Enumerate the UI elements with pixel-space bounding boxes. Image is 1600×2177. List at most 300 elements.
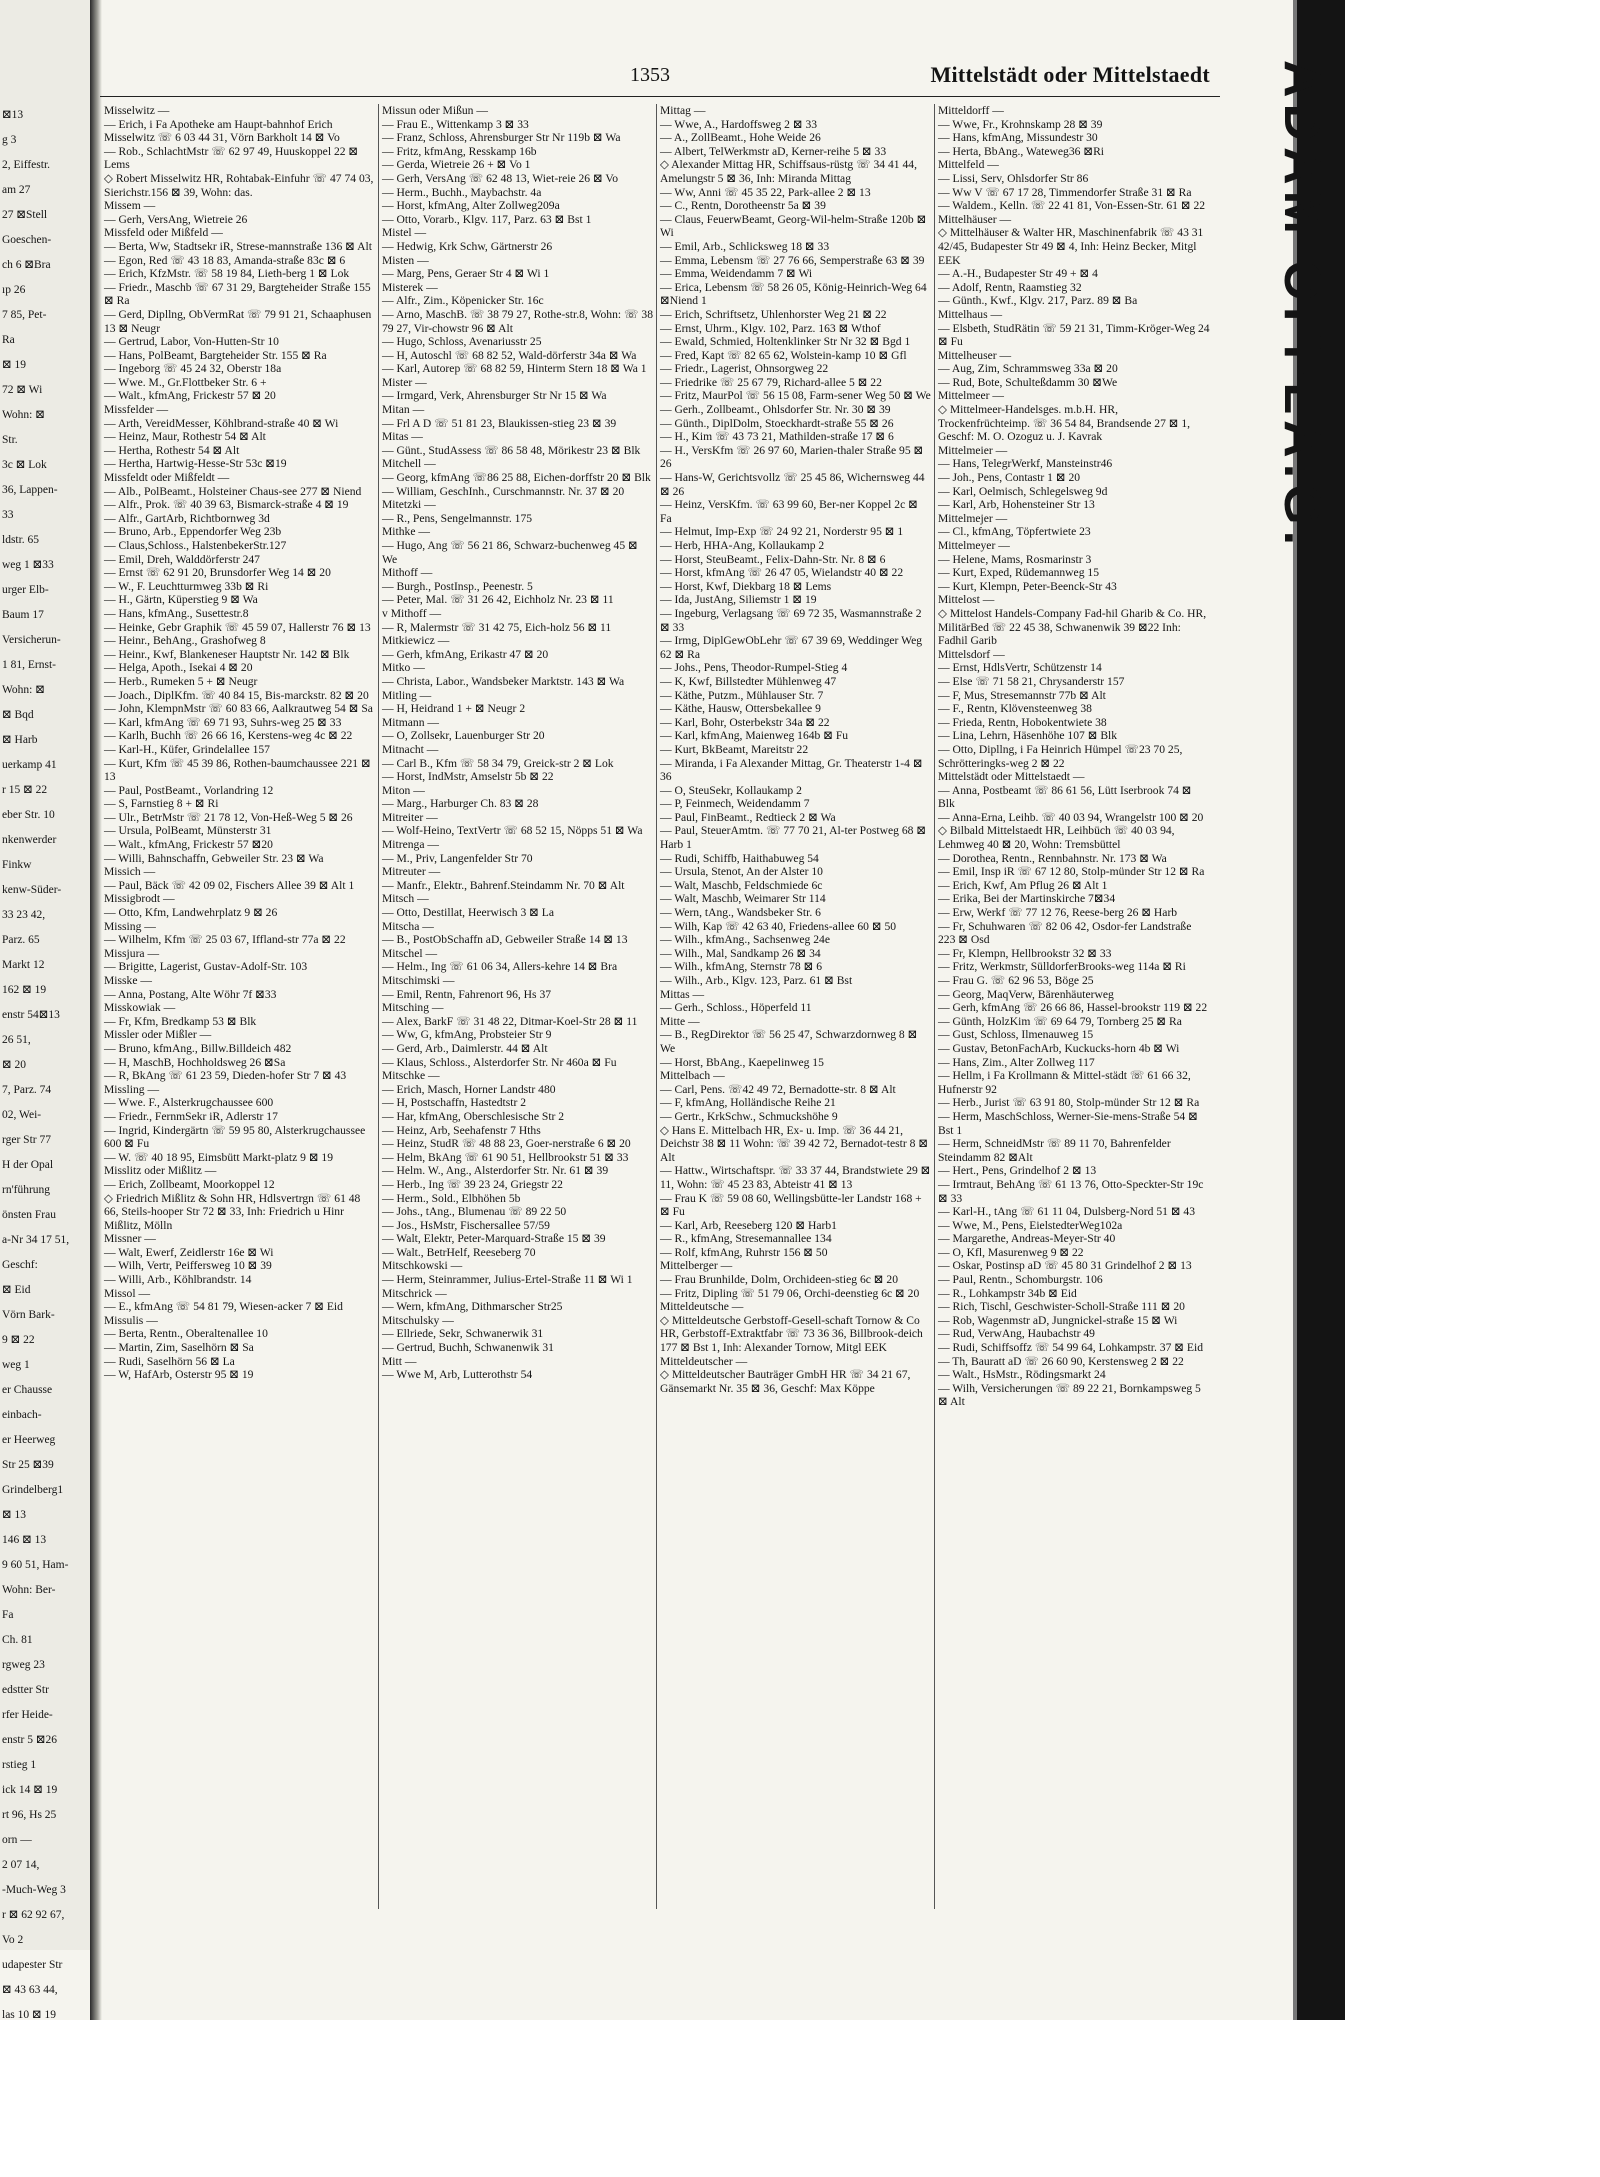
surname-heading: Mitetzki — [382,498,436,512]
facing-page-text: am 27 [2,184,31,196]
surname-heading: Mitkiewicz — [382,634,450,648]
directory-entry: — Frau Brunhilde, Dolm, Orchideen-stieg 6c ⊠ 20 [660,1273,899,1287]
column-divider [656,104,657,1909]
directory-entry: — Adolf, Rentn, Raamstieg 32 [938,280,1082,294]
directory-entry: — Emma, Lebensm ☏ 27 76 66, Semperstraße 63 ⊠ 39 [660,253,925,267]
directory-entry: — Friedr., FernmSekr iR, Adlerstr 17 [104,1109,278,1123]
header-rule [100,96,1220,97]
facing-page-text: rn'führung [2,1184,51,1196]
surname-heading: Misselwitz — [104,104,170,117]
facing-page-text: 162 ⊠ 19 [2,984,47,996]
directory-entry: — Irmtraut, BehAng ☏ 61 13 76, Otto-Speckter-Str 19c ⊠ 33 [938,1177,1204,1205]
directory-entry: — Erich, Zollbeamt, Moorkoppel 12 [104,1177,275,1191]
directory-entry: — Helm, BkAng ☏ 61 90 51, Hellbrookstr 51 ⊠ 33 [382,1150,629,1164]
directory-entry: — Wilhelm, Kfm ☏ 25 03 67, Iffland-str 77a ⊠ 22 [104,933,346,947]
directory-entry: — Oskar, Postinsp aD ☏ 45 80 31 Grindelhof 2 ⊠ 13 [938,1259,1192,1273]
directory-entry: — William, GeschInh., Curschmannstr. Nr. 37 ⊠ 20 [382,484,625,498]
directory-entry: — Irmgard, Verk, Ahrensburger Str Nr 15 ⊠ Wa [382,389,607,403]
surname-heading: Mitteldeutscher — [660,1354,748,1368]
directory-entry: — Har, kfmAng, Oberschlesische Str 2 [382,1109,565,1123]
directory-entry: — Paul, SteuerAmtm. ☏ 77 70 21, Al-ter Postweg 68 ⊠ Harb 1 [660,824,927,852]
directory-entry: — Fr, Schuhwaren ☏ 82 06 42, Osdor-fer Landstraße 223 ⊠ Osd [938,919,1192,947]
directory-entry: — B., RegDirektor ☏ 56 25 47, Schwarzdornweg 8 ⊠ We [660,1028,918,1055]
surname-heading: Mister — [382,375,427,389]
directory-entry: — Otto, Dipllng, i Fa Heinrich Hümpel ☏23 70 25, Schrötteringks-weg 2 ⊠ 22 [938,742,1183,770]
directory-entry: — Gerh, VersAng ☏ 62 48 13, Wiet-reie 26 ⊠ Vo [382,171,619,185]
facing-page-text: Baum 17 [2,609,44,621]
directory-entry: — Karl-H., tAng ☏ 61 11 04, Dulsberg-Nord 51 ⊠ 43 [938,1205,1196,1219]
directory-entry: — Rud, Bote, Schulteßdamm 30 ⊠We [938,375,1118,389]
directory-entry: — Ellriede, Sekr, Schwanerwik 31 [382,1327,544,1341]
directory-entry: — Hans, PolBeamt, Bargteheider Str. 155 ⊠ Ra [104,348,327,362]
directory-entry: — Hans-W, Gerichtsvollz ☏ 25 45 86, Wichernsweg 44 ⊠ 26 [660,471,925,498]
directory-entry: — Wilh, Versicherungen ☏ 89 22 21, Bornkampsweg 5 ⊠ Alt [938,1381,1201,1409]
directory-entry: — Herb., Jurist ☏ 63 91 80, Stolp-münder Str 12 ⊠ Ra [938,1096,1200,1110]
directory-entry: — Bruno, kfmAng., Billw.Billdeich 482 [104,1041,292,1055]
directory-entry: — Brigitte, Lagerist, Gustav-Adolf-Str. 103 [104,960,308,974]
directory-entry: — Willi, Arb., Köhlbrandstr. 14 [104,1273,252,1287]
facing-page-text: urger Elb- [2,584,49,596]
facing-page-text: rgweg 23 [2,1659,45,1671]
directory-entry: ◇ Bilbald Mittelstaedt HR, Leihbüch ☏ 40 03 94, Lehmweg 40 ⊠ 20, Wohn: Tremsbüttel [938,824,1175,852]
facing-page-text: 27 ⊠Stell [2,209,48,221]
directory-entry: — Ernst, Uhrm., Klgv. 102, Parz. 163 ⊠ Wthof [660,321,881,335]
directory-entry: — Wern, kfmAng, Dithmarscher Str25 [382,1300,563,1314]
facing-page-text: 72 ⊠ Wi [2,384,43,396]
surname-heading: Mitschrick — [382,1286,447,1300]
directory-entry: — Walt, Elektr, Peter-Marquard-Straße 15 ⊠ 39 [382,1232,606,1246]
facing-page-text: Wohn: ⊠ [2,409,45,421]
directory-entry: — Karl, Arb, Hohensteiner Str 13 [938,498,1095,512]
directory-entry: — Ernst, HdlsVertr, Schützenstr 14 [938,661,1102,675]
directory-entry: — Johs., tAng., Blumenau ☏ 89 22 50 [382,1205,567,1219]
directory-entry: — Ida, JustAng, Siliemstr 1 ⊠ 19 [660,593,817,607]
directory-entry: — Franz, Schloss, Ahrensburger Str Nr 119b ⊠ Wa [382,131,621,145]
surname-heading: Missich — [104,865,156,879]
directory-entry: — Lina, Lehrn, Häsenhöhe 107 ⊠ Blk [938,729,1118,743]
directory-entry: — Anna-Erna, Leihb. ☏ 40 03 94, Wrangelstr 100 ⊠ 20 [938,810,1204,824]
directory-entry: — Hert., Pens, Grindelhof 2 ⊠ 13 [938,1164,1097,1178]
directory-entry: — Cl., kfmAng, Töpfertwiete 23 [938,525,1091,539]
surname-heading: Mithoff — [382,566,433,580]
facing-page-text: g 3 [2,134,17,146]
directory-entry: — Erich, Masch, Horner Landstr 480 [382,1082,556,1096]
surname-heading: Missjura — [104,946,160,960]
directory-entry: — Kurt, Kfm ☏ 45 39 86, Rothen-baumchaussee 221 ⊠ 13 [104,756,371,784]
directory-entry: — Paul, Rentn., Schomburgstr. 106 [938,1273,1103,1287]
directory-entry: — W, HafArb, Osterstr 95 ⊠ 19 [104,1368,254,1382]
surname-heading: Miton — [382,783,425,797]
surname-heading: Mittag — [660,104,706,117]
directory-entry: — Else ☏ 71 58 21, Chrysanderstr 157 [938,674,1125,688]
directory-entry: — Berta, Ww, Stadtsekr iR, Strese-mannstraße 136 ⊠ Alt [104,239,372,253]
surname-heading: Mittelberger — [660,1259,733,1273]
directory-entry: — Walt., BetrHelf, Reeseberg 70 [382,1245,536,1259]
directory-entry: — Anna, Postbeamt ☏ 86 61 56, Lütt Iserbrook 74 ⊠ Blk [938,783,1192,811]
directory-entry: — Anna, Postang, Alte Wöhr 7f ⊠33 [104,987,277,1001]
facing-page-text: Fa [2,1609,14,1621]
directory-entry: — Miranda, i Fa Alexander Mittag, Gr. Theaterstr 1-4 ⊠ 36 [660,756,923,784]
directory-entry: — Otto, Kfm, Landwehrplatz 9 ⊠ 26 [104,906,278,920]
directory-entry: — Herm., Buchh., Maybachstr. 4a [382,185,542,199]
directory-entry: — Gerh, kfmAng, Erikastr 47 ⊠ 20 [382,647,549,661]
directory-entry: — Hugo, Ang ☏ 56 21 86, Schwarz-buchenweg 45 ⊠ We [382,539,638,566]
surname-heading: Mittelhaus — [938,307,1003,321]
directory-entry: — Gerd, Arb., Daimlerstr. 44 ⊠ Alt [382,1041,548,1055]
page-header [100,58,1230,98]
directory-entry: — Georg, MaqVerw, Bärenhäuterweg [938,987,1114,1001]
directory-entry: — Martin, Zim, Saselhörn ⊠ Sa [104,1341,254,1355]
directory-entry: — R, BkAng ☏ 61 23 59, Dieden-hofer Str 7 ⊠ 43 [104,1069,347,1083]
directory-entry: — Heinr., Kwf, Blankeneser Hauptstr Nr. 142 ⊠ Blk [104,647,350,661]
vertical-stamp-text [1255,30,1331,1930]
directory-entry: — Helene, Mams, Rosmarinstr 3 [938,552,1092,566]
directory-entry: — Marg., Harburger Ch. 83 ⊠ 28 [382,797,539,811]
surname-heading: Missulis — [104,1313,158,1327]
directory-entry: — C., Rentn, Dorotheenstr 5a ⊠ 39 [660,199,826,213]
directory-entry: — Heinz, VersKfm. ☏ 63 99 60, Ber-ner Koppel 2c ⊠ Fa [660,498,918,525]
facing-page-text: Parz. 65 [2,934,40,946]
directory-entry: — Rudi, Schiffsoffz ☏ 54 99 64, Lohkampstr. 37 ⊠ Eid [938,1341,1203,1355]
directory-entry: — Fritz, MaurPol ☏ 56 15 08, Farm-sener Weg 50 ⊠ We [660,389,931,403]
directory-entry: — Erich, Schriftsetz, Uhlenhorster Weg 21 ⊠ 22 [660,307,887,321]
directory-entry: — A., ZollBeamt., Hohe Weide 26 [660,131,821,145]
directory-entry: — Dorothea, Rentn., Rennbahnstr. Nr. 173 ⊠ Wa [938,851,1167,865]
directory-entry: — Karl, kfmAng ☏ 69 71 93, Suhrs-weg 25 ⊠ 33 [104,715,342,729]
surname-heading: Misske — [104,974,152,987]
facing-page-text: weg 1 [2,1359,30,1371]
facing-page-text: r ⊠ 62 92 67, [2,1909,65,1921]
facing-page-text: udapester Str [2,1959,63,1971]
directory-entry: — Emil, Insp iR ☏ 67 12 80, Stolp-münder Str 12 ⊠ Ra [938,865,1205,879]
running-head: Mittelstädt oder Mittelstaedt [930,62,1210,87]
directory-entry: — Frieda, Rentn, Hobokentwiete 38 [938,715,1107,729]
directory-entry: — Ursula, Stenot, An der Alster 10 [660,865,823,879]
facing-page-text: 7 85, Pet- [2,309,47,321]
facing-page-text: enstr 5 ⊠26 [2,1734,57,1746]
directory-entry: — Friedr., Maschb ☏ 67 31 29, Bargteheider Straße 155 ⊠ Ra [104,280,371,308]
directory-entry: — A.-H., Budapester Str 49 + ⊠ 4 [938,267,1098,281]
facing-page-text: 9 ⊠ 22 [2,1334,35,1346]
facing-page-text: a-Nr 34 17 51, [2,1234,70,1246]
directory-entry: ◇ Mittelhäuser & Walter HR, Maschinenfabrik ☏ 43 31 42/45, Budapester Str 49 ⊠ 4, Inh: Heinz Becker, Mitgl EEK [938,226,1204,267]
directory-entry: — F., Rentn, Klövensteenweg 38 [938,702,1092,716]
directory-column-2 [382,104,654,1914]
facing-page-text: 26 51, [2,1034,31,1046]
directory-column-1 [104,104,376,1914]
facing-page-text: 1 81, Ernst- [2,659,56,671]
surname-heading: Mitko — [382,661,425,675]
directory-entry: — Rolf, kfmAng, Ruhrstr 156 ⊠ 50 [660,1245,828,1259]
directory-entry: — Emil, Rentn, Fahrenort 96, Hs 37 [382,987,552,1001]
directory-entry: — R., Lohkampstr 34b ⊠ Eid [938,1286,1077,1300]
directory-entry: — B., PostObSchaffn aD, Gebweiler Straße 14 ⊠ 13 [382,933,628,947]
facing-page-text: er Chausse [2,1384,53,1396]
facing-page-text: er Heerweg [2,1434,56,1446]
directory-entry: — Ww V ☏ 67 17 28, Timmendorfer Straße 31 ⊠ Ra [938,185,1192,199]
facing-page-text: 146 ⊠ 13 [2,1534,47,1546]
directory-entry: — Fritz, kfmAng, Resskamp 16b [382,144,537,158]
facing-page-text: ⊠ 20 [2,1059,27,1071]
directory-entry: — Gertrud, Buchh, Schwanenwik 31 [382,1341,554,1355]
directory-entry: — Käthe, Hausw, Ottersbekallee 9 [660,702,821,716]
directory-entry: — Waldem., Kelln. ☏ 22 41 81, Von-Essen-Str. 61 ⊠ 22 [938,199,1206,213]
directory-entry: — P, Feinmech, Weidendamm 7 [660,797,810,811]
directory-entry: — Hugo, Schloss, Avenariusstr 25 [382,335,542,349]
directory-entry: — Karl, Oelmisch, Schlegelsweg 9d [938,484,1108,498]
directory-entry: — Jos., HsMstr, Fischersallee 57/59 [382,1218,550,1232]
surname-heading: Mittelhäuser — [938,212,1012,226]
directory-entry: — Elsbeth, StudRätin ☏ 59 21 31, Timm-Kröger-Weg 24 ⊠ Fu [938,321,1210,349]
directory-entry: — Rich, Tischl, Geschwister-Scholl-Straße 111 ⊠ 20 [938,1300,1185,1314]
directory-entry: — Gerd, Dipllng, ObVermRat ☏ 79 91 21, Schaaphusen 13 ⊠ Neugr [104,307,372,335]
directory-entry: — Peter, Mal. ☏ 31 26 42, Eichholz Nr. 23 ⊠ 11 [382,593,614,607]
directory-entry: — Karlh, Buchh ☏ 26 66 16, Kerstens-weg 4c ⊠ 22 [104,729,353,743]
directory-entry: — Paul, Bäck ☏ 42 09 02, Fischers Allee 39 ⊠ Alt 1 [104,878,355,892]
directory-entry: — Alex, BarkF ☏ 31 48 22, Ditmar-Koel-Str 28 ⊠ 11 [382,1014,638,1028]
facing-page-text: -Much-Weg 3 [2,1884,66,1896]
directory-column-4 [938,104,1210,1914]
facing-page-text: ⊠13 [2,109,24,121]
surname-heading: Missfelder — [104,403,169,417]
directory-entry: ◇ Mittelost Handels-Company Fad-hil Gharib & Co. HR, MilitärBed ☏ 22 45 38, Schwanenwik 39 ⊠22 Inh: Fadhil Garib [938,606,1207,648]
facing-page-text: Geschf: [2,1259,38,1271]
directory-entry: — Horst, SteuBeamt., Felix-Dahn-Str. Nr. 8 ⊠ 6 [660,552,886,566]
surname-heading: Missfeld oder Mißfeld — [104,226,223,240]
surname-heading: Misten — [382,253,429,267]
facing-page-text: 33 [2,509,14,521]
facing-page-fragment [0,0,92,2021]
directory-entry: — Karl-H., Küfer, Grindelallee 157 [104,742,270,756]
surname-heading: Mitschimski — [382,974,455,987]
directory-entry: — Ulr., BetrMstr ☏ 21 78 12, Von-Heß-Weg 5 ⊠ 26 [104,810,353,824]
directory-entry: — Claus, FeuerwBeamt, Georg-Wil-helm-Straße 120b ⊠ Wi [660,212,927,240]
directory-entry: — Rudi, Saselhörn 56 ⊠ La [104,1354,235,1368]
directory-entry: — O, Kfl, Masurenweg 9 ⊠ 22 [938,1245,1084,1259]
surname-heading: Mitan — [382,403,425,417]
directory-entry: — Wwe, Fr., Krohnskamp 28 ⊠ 39 [938,117,1103,131]
directory-entry: — Rob., SchlachtMstr ☏ 62 97 49, Huuskoppel 22 ⊠ Lems [104,144,359,172]
directory-entry: — Frau K ☏ 59 08 60, Wellingsbütte-ler Landstr 168 + ⊠ Fu [660,1191,922,1219]
directory-entry: — Georg, kfmAng ☏86 25 88, Eichen-dorffstr 20 ⊠ Blk [382,471,651,485]
directory-entry: — Alb., PolBeamt., Holsteiner Chaus-see 277 ⊠ Niend [104,484,362,498]
directory-entry: — Hans, kfmAng., Susettestr.8 [104,606,249,620]
directory-entry: — Horst, IndMstr, Amselstr 5b ⊠ 22 [382,770,554,784]
surname-heading: Missol — [104,1286,151,1300]
directory-entry: ◇ Mitteldeutscher Bauträger GmbH HR ☏ 34 21 67, Gänsemarkt Nr. 35 ⊠ 36, Geschf: Max Köppe [660,1368,911,1395]
directory-entry: ◇ Alexander Mittag HR, Schiffsaus-rüstg ☏ 34 41 44, Amelungstr 5 ⊠ 36, Inh: Miranda Mittag [660,158,917,185]
directory-entry: — Wilh., kfmAng., Sachsenweg 24e [660,933,830,947]
directory-entry: — W., F. Leuchtturmweg 33b ⊠ Ri [104,579,269,593]
facing-page-text: ⊠ Eid [2,1284,31,1296]
directory-entry: — O, Zollsekr, Lauenburger Str 20 [382,729,545,743]
directory-entry: — Willi, Bahnschaffn, Gebweiler Str. 23 ⊠ Wa [104,851,324,865]
directory-entry: — Arno, MaschB. ☏ 38 79 27, Rothe-str.8, Wohn: ☏ 38 79 27, Vir-chowstr 96 ⊠ Alt [382,307,653,335]
directory-entry: — Wilh., kfmAng, Sternstr 78 ⊠ 6 [660,960,823,974]
directory-entry: — Fritz, Dipling ☏ 51 79 06, Orchi-deenstieg 6c ⊠ 20 [660,1286,920,1300]
facing-page-text: kenw-Süder- [2,884,62,896]
facing-page-text: rt 96, Hs 25 [2,1809,57,1821]
surname-heading: Mittelstädt oder Mittelstaedt — [938,770,1085,784]
directory-entry: — Hans, TelegrWerkf, Mansteinstr46 [938,457,1113,471]
directory-entry: — E., kfmAng ☏ 54 81 79, Wiesen-acker 7 ⊠ Eid [104,1300,343,1314]
surname-heading: Misslitz oder Mißlitz — [104,1164,217,1178]
directory-entry: — Kurt, BkBeamt, Mareitstr 22 [660,742,809,756]
directory-entry: — Wwe. F., Alsterkrugchaussee 600 [104,1096,274,1110]
surname-heading: Mitreuter — [382,865,441,879]
directory-entry: — Herm., Sold., Elbhöhen 5b [382,1191,521,1205]
facing-page-text: Versicherun- [2,634,61,646]
facing-page-text: r 15 ⊠ 22 [2,784,48,796]
facing-page-text: ick 14 ⊠ 19 [2,1784,58,1796]
directory-entry: — Wern, tAng., Wandsbeker Str. 6 [660,906,821,920]
surname-heading: Mitling — [382,688,432,702]
facing-page-text: las 10 ⊠ 19 [2,2009,57,2021]
surname-heading: Missing — [104,919,156,933]
directory-entry: — Frau E., Wittenkamp 3 ⊠ 33 [382,117,529,131]
page-number: 1353 [630,64,670,86]
directory-entry: — M., Priv, Langenfelder Str 70 [382,851,533,865]
directory-entry: — Friedr., Lagerist, Ohnsorgweg 22 [660,362,829,376]
directory-entry: — Carl B., Kfm ☏ 58 34 79, Greick-str 2 ⊠ Lok [382,756,614,770]
directory-entry: — R, Malermstr ☏ 31 42 75, Eich-holz 56 ⊠ 11 [382,620,612,634]
facing-page-text: Vo 2 [2,1934,24,1946]
surname-heading: Mitrenga — [382,838,439,852]
surname-heading: Mittas — [660,987,705,1001]
directory-entry: — R., Pens, Sengelmannstr. 175 [382,511,533,525]
directory-entry: — Wolf-Heino, TextVertr ☏ 68 52 15, Nöpps 51 ⊠ Wa [382,824,643,838]
directory-entry: — Walt., HsMstr., Rödingsmarkt 24 [938,1368,1106,1382]
surname-heading: Mitte — [660,1014,700,1028]
directory-entry: — Käthe, Putzm., Mühlauser Str. 7 [660,688,824,702]
directory-entry: — Ewald, Schmied, Holtenklinker Str Nr 32 ⊠ Bgd 1 [660,335,911,349]
directory-entry: — Paul, FinBeamt., Redtieck 2 ⊠ Wa [660,810,836,824]
surname-heading: Mitmann — [382,715,440,729]
surname-heading: Missler oder Mißler — [104,1028,212,1042]
surname-heading: Missfeldt oder Mißfeldt — [104,471,230,485]
directory-entry: — Erika, Bei der Martinskirche 7⊠34 [938,892,1116,906]
directory-entry: — Fr, Kfm, Bredkamp 53 ⊠ Blk [104,1014,257,1028]
directory-entry: — Herm, MaschSchloss, Werner-Sie-mens-Straße 54 ⊠ Bst 1 [938,1109,1198,1137]
surname-heading: Mitnacht — [382,742,439,756]
directory-entry: — Fr, Klempn, Hellbrookstr 32 ⊠ 33 [938,946,1112,960]
directory-entry: — Gerh, VersAng, Wietreie 26 [104,212,248,226]
directory-entry: — Friedrike ☏ 25 67 79, Richard-allee 5 ⊠ 22 [660,375,882,389]
surname-heading: Mittelost — [938,593,995,607]
facing-page-text: Str. [2,434,18,446]
directory-entry: — Hans, Zim., Alter Zollweg 117 [938,1055,1095,1069]
directory-entry: — Herm, SchneidMstr ☏ 89 11 70, Bahrenfelder Steindamm 82 ⊠Alt [938,1137,1171,1164]
surname-heading: Mitschkowski — [382,1259,463,1273]
directory-entry: — Gust, Schloss, Ilmenauweg 15 [938,1028,1094,1042]
surname-heading: Mistel — [382,226,427,240]
facing-page-text: 9 60 51, Ham- [2,1559,69,1571]
surname-heading: Mitreiter — [382,810,438,824]
directory-entry: — Margarethe, Andreas-Meyer-Str 40 [938,1232,1116,1246]
directory-entry: — H., Kim ☏ 43 73 21, Mathilden-straße 17 ⊠ 6 [660,430,894,444]
directory-entry: — Th, Bauratt aD ☏ 26 60 90, Kerstensweg 2 ⊠ 22 [938,1354,1184,1368]
facing-page-text: H der Opal [2,1159,54,1171]
surname-heading: Mitscha — [382,919,434,933]
directory-entry: — Günth, HolzKim ☏ 69 64 79, Tornberg 25 ⊠ Ra [938,1014,1182,1028]
directory-entry: — Alfr., GartArb, Richtbornweg 3d [104,511,270,525]
facing-page-text: 36, Lappen- [2,484,58,496]
facing-page-text: ch 6 ⊠Bra [2,259,51,271]
facing-page-text: rstieg 1 [2,1759,37,1771]
directory-entry: — Marg, Pens, Geraer Str 4 ⊠ Wi 1 [382,267,550,281]
facing-page-text: 2, Eiffestr. [2,159,51,171]
directory-entry: — Bruno, Arb., Eppendorfer Weg 23b [104,525,282,539]
surname-heading: Missem — [104,199,156,213]
directory-entry: — H., VersKfm ☏ 26 97 60, Marien-thaler Straße 95 ⊠ 26 [660,443,924,471]
directory-entry: — Walt, Ewerf, Zeidlerstr 16e ⊠ Wi [104,1245,274,1259]
directory-entry: — Johs., Pens, Theodor-Rumpel-Stieg 4 [660,661,848,675]
facing-page-text: enstr 54⊠13 [2,1009,60,1021]
directory-entry: — Helm. W., Ang., Alsterdorfer Str. Nr. 61 ⊠ 39 [382,1164,609,1178]
directory-entry: — Emil, Dreh, Walddörferstr 247 [104,552,260,566]
directory-entry: — Heinz, Maur, Rothestr 54 ⊠ Alt [104,430,266,444]
facing-page-text: ldstr. 65 [2,534,40,546]
directory-entry: — Gerh., Zollbeamt., Ohlsdorfer Str. Nr. 30 ⊠ 39 [660,403,891,417]
surname-heading: Mittelmeier — [938,443,1008,457]
directory-entry: — Gertr., KrkSchw., Schmuckshöhe 9 [660,1109,838,1123]
directory-entry: — Kurt, Klempn, Peter-Beenck-Str 43 [938,579,1117,593]
surname-heading: v Mithoff — [382,606,442,620]
directory-entry: — Wilh, Kap ☏ 42 63 40, Friedens-allee 60 ⊠ 50 [660,919,897,933]
directory-entry: — Frl A D ☏ 51 81 23, Blaukissen-stieg 23 ⊠ 39 [382,416,617,430]
directory-column-3 [660,104,932,1914]
surname-heading: Mitschulsky — [382,1313,454,1327]
facing-page-text: 2 07 14, [2,1859,40,1871]
directory-entry: — Ingrid, Kindergärtn ☏ 59 95 80, Alsterkrugchaussee 600 ⊠ Fu [104,1123,366,1151]
directory-entry: — Wwe M, Arb, Lutterothstr 54 [382,1368,533,1382]
directory-entry: — Irmg, DiplGewObLehr ☏ 67 39 69, Weddinger Weg 62 ⊠ Ra [660,634,923,661]
facing-page-text: nkenwerder [2,834,57,846]
facing-page-text: edstter Str [2,1684,49,1696]
directory-entry: — Herb., Rumeken 5 + ⊠ Neugr [104,674,258,688]
directory-entry: — Wilh., Mal, Sandkamp 26 ⊠ 34 [660,946,821,960]
directory-entry: ◇ Mitteldeutsche Gerbstoff-Gesell-schaft Tornow & Co HR, Gerbstoff-Extraktfabr ☏ 73 36 36, Billbrook-deich 177 ⊠ Bst 1, Inh: Alexander Tornow, Mitgl EEK [660,1313,923,1355]
directory-entry: — Erica, Lebensm ☏ 58 26 05, König-Heinrich-Weg 64 ⊠Niend 1 [660,280,927,308]
directory-entry: — Otto, Vorarb., Klgv. 117, Parz. 63 ⊠ Bst 1 [382,212,592,226]
surname-heading: Mittelbach — [660,1069,725,1083]
directory-entry: — Aug, Zim, Schrammsweg 33a ⊠ 20 [938,362,1118,376]
facing-page-text: orn — [2,1834,32,1846]
facing-page-text: ⊠ 13 [2,1509,27,1521]
directory-entry: — Helmut, Imp-Exp ☏ 24 92 21, Norderstr 95 ⊠ 1 [660,525,904,539]
svg-text:ADAM OFFLA.G.: ADAM OFFLA.G. [1273,60,1331,552]
directory-entry: — H, Heidrand 1 + ⊠ Neugr 2 [382,702,526,716]
facing-page-text: eber Str. 10 [2,809,55,821]
directory-entry: — Wilh, Vertr, Peiffersweg 10 ⊠ 39 [104,1259,272,1273]
directory-entry: — Wwe. M., Gr.Flottbeker Str. 6 + [104,375,267,389]
surname-heading: Mittelsdorf — [938,647,1005,661]
directory-entry: — Wwe, M., Pens, EielstedterWeg102a [938,1218,1123,1232]
surname-heading: Mittelheuser — [938,348,1012,362]
facing-page-text: ıp 26 [2,284,26,296]
surname-heading: Missigbrodt — [104,892,175,906]
directory-entry: — Günth., DiplDolm, Stoeckhardt-straße 55 ⊠ 26 [660,416,894,430]
directory-entry: — Klaus, Schloss., Alsterdorfer Str. Nr 460a ⊠ Fu [382,1055,617,1069]
directory-entry: — John, KlempnMstr ☏ 60 83 66, Aalkrautweg 54 ⊠ Sa [104,702,373,716]
column-divider [934,104,935,1909]
directory-entry: — Walt, Maschb, Feldschmiede 6c [660,878,823,892]
directory-entry: — W. ☏ 40 18 95, Eimsbütt Markt-platz 9 ⊠ 19 [104,1150,334,1164]
directory-entry: — Claus,Schloss., HalstenbekerStr.127 [104,539,287,552]
directory-entry: — Ursula, PolBeamt, Münsterstr 31 [104,824,272,838]
directory-entry: — Horst, Kwf, Diekbarg 18 ⊠ Lems [660,579,832,593]
facing-page-text: rfer Heide- [2,1709,53,1721]
